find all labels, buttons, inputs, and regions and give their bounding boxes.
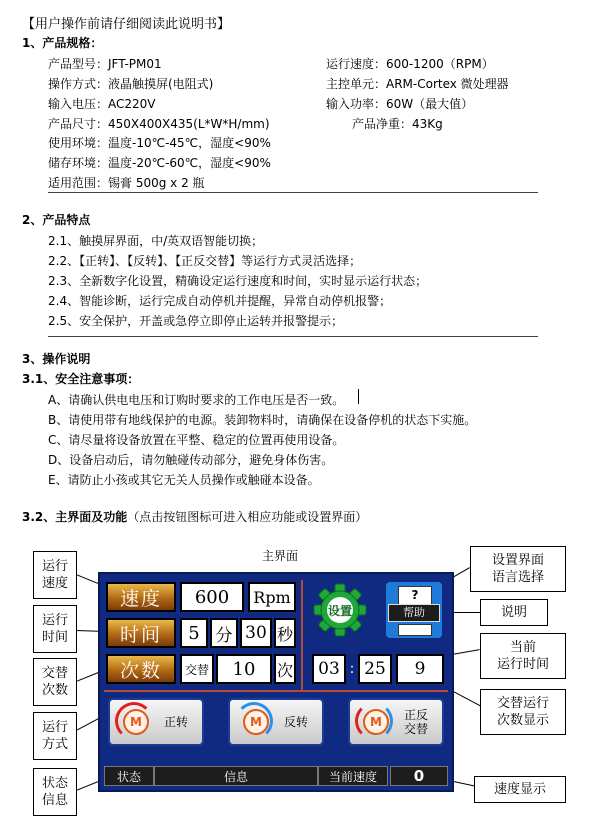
alternate-label [396,708,436,736]
callout-text: 次数 [41,683,68,698]
safety-item: E、请防止小孩或其它无关人员操作或触碰本设备。 [48,473,320,487]
callout-text: 次数显示 [496,713,549,728]
time-seconds-unit: 秒 [274,618,296,648]
callout-status-info [33,768,77,816]
spec-model: 产品型号：JFT-PM01 [48,57,162,71]
callout-text: 设置界面 [491,553,544,568]
callout-text: 运行 [41,613,68,628]
reverse-button[interactable] [228,698,324,746]
callout-text: 状态 [41,776,68,791]
spec-scope: 适用范围：锡膏 500g x 2 瓶 [48,176,205,190]
spec-use-env: 使用环境：温度-10℃-45℃，湿度<90% [48,136,271,150]
callout-text: 运行 [41,720,68,735]
feature-item: 2.1、触摸屏界面，中/英双语智能切换； [48,234,264,248]
text-cursor [358,389,359,404]
motor-icon: M [123,709,149,735]
forward-button[interactable] [108,698,204,746]
callout-alt-count [33,658,77,706]
run-time-seconds: 25 [358,654,392,684]
callout-text: 交替运行 [496,696,549,711]
count-unit: 次 [274,654,296,684]
settings-button[interactable] [312,582,368,638]
callout-text: 速度 [41,576,68,591]
section-3-2-title: 3.2、主界面及功能 [22,510,128,524]
section-3-2-heading [22,508,367,525]
callout-text: 速度显示 [493,782,546,797]
section-2-heading: 2、产品特点 [22,213,91,227]
spec-store-env: 储存环境：温度-20℃-60℃，湿度<90% [48,156,271,170]
alternate-button[interactable] [348,698,444,746]
speed-label: 速度 [106,582,176,612]
callout-run-speed [33,551,77,599]
doc-title: 【用户操作前请仔细阅读此说明书】 [22,17,231,32]
count-value-field[interactable]: 10 [216,654,272,684]
divider-1 [48,192,538,193]
callout-run-mode [33,712,77,760]
callout-text: 信息 [41,793,68,808]
feature-item: 2.5、安全保护，开盖或急停立即停止运转并报警提示； [48,314,344,328]
section-3-heading: 3、操作说明 [22,352,91,366]
alternate-label-line: 正反 [403,708,428,722]
speed-value-field[interactable]: 600 [180,582,244,612]
help-button-label: 帮助 [388,604,440,622]
reverse-label: 反转 [283,715,308,729]
callout-text: 当前 [509,640,536,655]
callout-manual [480,599,548,626]
callout-text: 时间 [41,630,68,645]
safety-item: B、请使用带有地线保护的电源。装卸物料时，请确保在设备停机的状态下实施。 [48,413,477,427]
panel-divider-horizontal [104,690,448,692]
status-label: 状态 [104,766,154,786]
motor-icon: M [363,709,389,735]
section-1-heading: 1、产品规格： [22,36,103,50]
spec-control: 主控单元：ARM-Cortex 微处理器 [326,77,509,91]
spec-weight: 产品净重：43Kg [352,117,443,131]
callout-text: 运行时间 [496,657,549,672]
alt-run-count-display: 9 [396,654,444,684]
main-screen-caption: 主界面 [262,549,299,563]
help-button[interactable] [386,582,442,638]
current-speed-value: 0 [390,766,448,786]
panel-divider [301,580,303,692]
time-minutes-field[interactable]: 5 [180,618,208,648]
section-3-2-note: （点击按钮图标可进入相应功能或设置界面） [127,510,368,524]
speed-unit: Rpm [248,582,296,612]
safety-item: D、设备启动后，请勿触碰传动部分，避免身体伤害。 [48,453,334,467]
callout-settings-language [470,546,566,592]
alternate-label-line: 交替 [403,722,428,736]
help-icon-mark: ? [411,588,419,602]
callout-alt-run-count [480,689,566,735]
time-seconds-field[interactable]: 30 [240,618,272,648]
document-icon [398,586,432,606]
count-label: 次数 [106,654,176,684]
callout-text: 运行 [41,559,68,574]
spec-voltage: 输入电压：AC220V [48,97,156,111]
safety-item: C、请尽量将设备放置在平整、稳定的位置再使用设备。 [48,433,345,447]
spec-size: 产品尺寸：450X400X435(L*W*H/mm) [48,117,270,131]
time-label: 时间 [106,618,176,648]
count-mode[interactable]: 交替 [180,654,214,684]
settings-button-label: 设置 [328,604,353,618]
current-speed-label: 当前速度 [318,766,388,786]
feature-item: 2.4、智能诊断，运行完成自动停机并提醒，异常自动停机报警； [48,294,392,308]
callout-text: 语言选择 [491,570,544,585]
callout-speed-display [474,776,566,803]
run-time-separator: : [349,661,355,677]
time-minutes-unit: 分 [210,618,238,648]
main-screen-panel [98,572,454,792]
info-field: 信息 [154,766,318,786]
callout-text: 方式 [41,737,68,752]
spec-run-speed: 运行速度：600-1200（RPM） [326,57,494,71]
spec-operation: 操作方式：液晶触摸屏(电阻式) [48,77,214,91]
safety-item: A、请确认供电电压和订购时要求的工作电压是否一致。 [48,393,345,407]
spec-power: 输入功率：60W（最大值） [326,97,474,111]
motor-icon: M [243,709,269,735]
feature-item: 2.2、【正转】、【反转】、【正反交替】等运行方式灵活选择； [48,254,362,268]
callout-text: 说明 [500,605,527,620]
feature-item: 2.3、全新数字化设置，精确设定运行速度和时间，实时显示运行状态； [48,274,428,288]
callout-current-runtime [480,633,566,679]
divider-2 [48,336,538,337]
run-time-minutes: 03 [312,654,346,684]
document-icon-base [398,624,432,636]
callout-run-time [33,605,77,653]
forward-label: 正转 [163,715,188,729]
callout-text: 交替 [41,666,68,681]
section-3-1-heading: 3.1、安全注意事项： [22,372,140,386]
